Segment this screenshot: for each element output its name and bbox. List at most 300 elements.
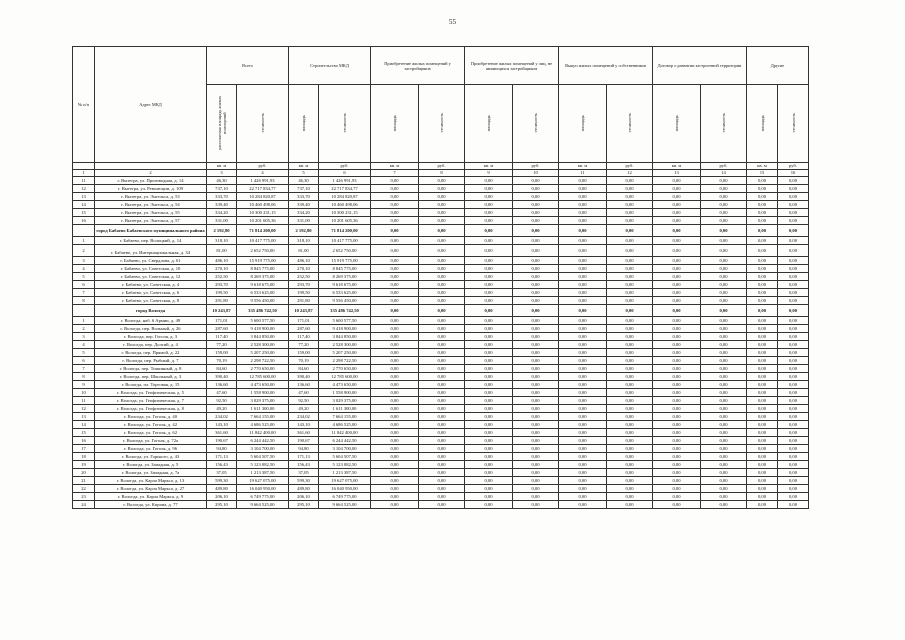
group-header-row <box>73 47 809 85</box>
cost-cell: 0,00 <box>607 461 653 469</box>
row-number-cell: 24 <box>73 501 95 509</box>
table-row <box>73 325 809 333</box>
area-cell: 0,00 <box>653 469 701 477</box>
area-cell: 117,40 <box>289 333 319 341</box>
row-number-cell: 5 <box>73 273 95 281</box>
area-cell: 0,00 <box>747 237 778 245</box>
area-cell: 92,50 <box>289 397 319 405</box>
table-row <box>73 217 809 225</box>
cost-cell: 9 664 525,00 <box>319 501 371 509</box>
cost-cell: 0,00 <box>419 237 465 245</box>
area-cell: 0,00 <box>559 453 607 461</box>
cost-cell: 0,00 <box>419 469 465 477</box>
row-number-header: № п/п <box>73 47 95 163</box>
cost-cell: 0,00 <box>513 477 559 485</box>
table-row <box>73 389 809 397</box>
area-cell: 0,00 <box>371 373 419 381</box>
cost-cell: 0,00 <box>513 365 559 373</box>
cost-cell: 0,00 <box>701 437 747 445</box>
area-cell: 81,00 <box>289 245 319 257</box>
area-cell: 94,80 <box>289 445 319 453</box>
cost-cell: 71 814 200,00 <box>319 225 371 237</box>
column-number-cell: 8 <box>419 170 465 177</box>
area-cell: 190,67 <box>207 437 237 445</box>
cost-cell: 0,00 <box>419 209 465 217</box>
cost-cell: 0,00 <box>607 297 653 305</box>
area-cell: 0,00 <box>653 217 701 225</box>
cost-cell: 7 664 155,00 <box>237 413 289 421</box>
area-cell: 0,00 <box>559 273 607 281</box>
area-cell: 0,00 <box>653 325 701 333</box>
table-body <box>73 177 809 509</box>
area-cell: 486,10 <box>289 257 319 265</box>
cost-cell: 0,00 <box>419 389 465 397</box>
row-number-cell: 8 <box>73 297 95 305</box>
units-cell <box>73 163 95 170</box>
group-header-construction: Строительство МКД <box>289 47 371 85</box>
area-cell: 0,00 <box>465 297 513 305</box>
area-cell: 0,00 <box>559 333 607 341</box>
area-cell: 0,00 <box>559 365 607 373</box>
area-cell: 0,00 <box>371 397 419 405</box>
area-cell: 0,00 <box>371 185 419 193</box>
cost-cell: 0,00 <box>513 193 559 201</box>
cost-cell: 5 123 082,50 <box>319 461 371 469</box>
cost-cell: 0,00 <box>778 217 809 225</box>
address-cell: г. Вытегра, ул. Энгельса, д. 57 <box>95 217 207 225</box>
municipality-name-cell: город Бабаево Бабаевского муниципального района <box>95 225 207 237</box>
cost-cell: 0,00 <box>419 381 465 389</box>
cost-cell: 0,00 <box>419 445 465 453</box>
area-cell: 0,00 <box>465 365 513 373</box>
area-cell: 0,00 <box>371 333 419 341</box>
area-cell: 0,00 <box>371 273 419 281</box>
area-cell: 0,00 <box>465 357 513 365</box>
cost-cell: 0,00 <box>701 453 747 461</box>
area-cell: 0,00 <box>559 485 607 493</box>
cost-cell: 0,00 <box>778 273 809 281</box>
cost-cell: 1 213 387,50 <box>319 469 371 477</box>
row-number-cell: 2 <box>73 245 95 257</box>
area-cell: 0,00 <box>371 469 419 477</box>
cost-cell: 0,00 <box>778 237 809 245</box>
cost-cell: 0,00 <box>778 485 809 493</box>
cost-cell: 0,00 <box>419 317 465 325</box>
area-cell: 0,00 <box>559 177 607 185</box>
cost-cell: 0,00 <box>701 245 747 257</box>
area-cell: 37,05 <box>207 469 237 477</box>
cost-cell: 0,00 <box>607 373 653 381</box>
cost-cell: 335 486 742,50 <box>237 305 289 317</box>
cost-cell: 3 844 850,00 <box>319 333 371 341</box>
cost-cell: 0,00 <box>701 445 747 453</box>
table-row <box>73 477 809 485</box>
area-cell: 0,00 <box>653 237 701 245</box>
area-cell: 0,00 <box>465 305 513 317</box>
units-cell: кв. м <box>465 163 513 170</box>
cost-cell: 0,00 <box>607 257 653 265</box>
cost-cell: 4 473 650,00 <box>237 381 289 389</box>
address-cell: г. Бабаево, ул. Советская, д. 8 <box>95 297 207 305</box>
area-cell: 0,00 <box>559 501 607 509</box>
cost-cell: 0,00 <box>778 333 809 341</box>
cost-cell: 3 029 375,00 <box>237 397 289 405</box>
area-cell: 0,00 <box>653 317 701 325</box>
table-row <box>73 501 809 509</box>
cost-cell: 0,00 <box>419 273 465 281</box>
cost-cell: 8 845 775,00 <box>319 265 371 273</box>
area-cell: 171,01 <box>207 317 237 325</box>
row-number-cell: 12 <box>73 185 95 193</box>
cost-cell: 0,00 <box>778 429 809 437</box>
area-cell: 171,13 <box>289 453 319 461</box>
area-cell: 0,00 <box>371 177 419 185</box>
area-cell: 0,00 <box>747 297 778 305</box>
area-cell: 92,50 <box>207 397 237 405</box>
area-cell: 0,00 <box>371 429 419 437</box>
table-row <box>73 493 809 501</box>
address-cell: г. Вологда, наб. 6 Армии, д. 49 <box>95 317 207 325</box>
units-cell: кв. м <box>559 163 607 170</box>
cost-cell: 0,00 <box>607 477 653 485</box>
area-cell: 0,00 <box>465 461 513 469</box>
table-row <box>73 453 809 461</box>
area-cell: 0,00 <box>559 493 607 501</box>
cost-cell: 2 770 650,00 <box>237 365 289 373</box>
area-cell: 0,00 <box>371 225 419 237</box>
column-number-cell: 16 <box>778 170 809 177</box>
cost-cell: 0,00 <box>607 193 653 201</box>
cost-cell: 0,00 <box>701 349 747 357</box>
cost-cell: 0,00 <box>513 305 559 317</box>
cost-cell: 0,00 <box>513 405 559 413</box>
address-cell: г. Бабаево, ул. Интернациональная, д. 34 <box>95 245 207 257</box>
row-number-cell: 17 <box>73 445 95 453</box>
cost-cell: 0,00 <box>513 341 559 349</box>
area-cell: 0,00 <box>653 413 701 421</box>
area-cell: 334,20 <box>289 209 319 217</box>
cost-cell: 0,00 <box>513 501 559 509</box>
table-row <box>73 373 809 381</box>
cost-cell: 0,00 <box>513 325 559 333</box>
cost-cell: 6 749 775,00 <box>319 493 371 501</box>
area-cell: 0,00 <box>371 209 419 217</box>
row-number-cell: 7 <box>73 365 95 373</box>
cost-cell: 0,00 <box>607 325 653 333</box>
area-cell: 0,00 <box>653 281 701 289</box>
area-cell: 0,00 <box>653 177 701 185</box>
cost-cell: 9 618 675,00 <box>237 281 289 289</box>
cost-cell: 9 418 900,00 <box>319 325 371 333</box>
cost-cell: 0,00 <box>778 357 809 365</box>
cost-cell: 0,00 <box>607 185 653 193</box>
area-cell: 46,30 <box>289 177 319 185</box>
area-cell: 0,00 <box>371 305 419 317</box>
municipality-total-row <box>73 305 809 317</box>
area-cell: 0,00 <box>747 477 778 485</box>
cost-cell: 10 201 605,36 <box>319 217 371 225</box>
cost-cell: 19 627 075,00 <box>319 477 371 485</box>
area-cell: 291,80 <box>207 297 237 305</box>
cost-cell: 2 770 650,00 <box>319 365 371 373</box>
area-cell: 0,00 <box>465 257 513 265</box>
cost-cell: 0,00 <box>701 365 747 373</box>
cost-cell: 0,00 <box>513 373 559 381</box>
cost-cell: 8 269 375,00 <box>237 273 289 281</box>
cost-cell: 0,00 <box>513 485 559 493</box>
cost-cell: 0,00 <box>607 225 653 237</box>
cost-cell: 0,00 <box>701 305 747 317</box>
cost-cell: 0,00 <box>701 265 747 273</box>
area-cell: 0,00 <box>559 225 607 237</box>
address-cell: г. Вологда, ул. Гоголя, д. 40 <box>95 413 207 421</box>
cost-cell: 0,00 <box>607 265 653 273</box>
cost-cell: 0,00 <box>419 333 465 341</box>
area-cell: 0,00 <box>559 397 607 405</box>
area-cell: 0,00 <box>465 333 513 341</box>
row-number-cell: 15 <box>73 429 95 437</box>
subheader-cost: стоимость <box>237 85 289 163</box>
cost-cell: 0,00 <box>513 209 559 217</box>
row-number-cell: 14 <box>73 201 95 209</box>
address-cell: г. Вологда, пер. Тишинный, д. 8 <box>95 365 207 373</box>
cost-cell: 0,00 <box>513 185 559 193</box>
area-cell: 0,00 <box>465 317 513 325</box>
area-cell: 361,60 <box>207 429 237 437</box>
area-cell: 0,00 <box>747 413 778 421</box>
cost-cell: 0,00 <box>778 185 809 193</box>
subheader-cost: стоимость <box>607 85 653 163</box>
cost-cell: 0,00 <box>419 177 465 185</box>
row-number-cell: 10 <box>73 389 95 397</box>
cost-cell: 0,00 <box>607 209 653 217</box>
resettlement-table <box>72 46 809 509</box>
cost-cell: 0,00 <box>778 413 809 421</box>
area-cell: 0,00 <box>653 477 701 485</box>
cost-cell: 2 298 722,50 <box>237 357 289 365</box>
cost-cell: 0,00 <box>513 225 559 237</box>
cost-cell: 22 717 834,77 <box>319 185 371 193</box>
area-cell: 0,00 <box>747 305 778 317</box>
cost-cell: 0,00 <box>513 317 559 325</box>
cost-cell: 0,00 <box>607 381 653 389</box>
units-cell: кв. м <box>289 163 319 170</box>
cost-cell: 0,00 <box>513 357 559 365</box>
area-cell: 0,00 <box>465 485 513 493</box>
area-cell: 0,00 <box>653 245 701 257</box>
cost-cell: 0,00 <box>701 461 747 469</box>
table-row <box>73 265 809 273</box>
cost-cell: 0,00 <box>778 437 809 445</box>
area-cell: 0,00 <box>653 201 701 209</box>
area-cell: 0,00 <box>747 245 778 257</box>
table-row <box>73 273 809 281</box>
area-cell: 136,60 <box>289 381 319 389</box>
units-cell: кв. м <box>653 163 701 170</box>
address-cell: г. Вытегра, ул. Энгельса, д. 53 <box>95 193 207 201</box>
cost-cell: 0,00 <box>778 461 809 469</box>
column-number-cell: 7 <box>371 170 419 177</box>
area-cell: 0,00 <box>747 365 778 373</box>
cost-cell: 0,00 <box>513 297 559 305</box>
area-cell: 0,00 <box>653 461 701 469</box>
units-cell: руб. <box>513 163 559 170</box>
cost-cell: 0,00 <box>513 397 559 405</box>
area-cell: 0,00 <box>653 397 701 405</box>
cost-cell: 0,00 <box>607 281 653 289</box>
cost-cell: 3 029 375,00 <box>319 397 371 405</box>
cost-cell: 1 611 300,00 <box>237 405 289 413</box>
cost-cell: 0,00 <box>513 177 559 185</box>
group-header-other: Другие <box>747 47 809 85</box>
area-cell: 0,00 <box>371 493 419 501</box>
subheader-total-area: расселяемая площадь жилых помещений <box>207 85 237 163</box>
cost-cell: 0,00 <box>701 357 747 365</box>
cost-cell: 19 627 075,00 <box>237 477 289 485</box>
table-row <box>73 445 809 453</box>
area-cell: 0,00 <box>747 485 778 493</box>
cost-cell: 0,00 <box>701 209 747 217</box>
group-header-purchase-developers: Приобретение жилых помещений у застройщиков <box>371 47 465 85</box>
area-cell: 0,00 <box>747 349 778 357</box>
area-cell: 0,00 <box>465 373 513 381</box>
area-cell: 287,60 <box>207 325 237 333</box>
column-number-cell: 13 <box>653 170 701 177</box>
cost-cell: 0,00 <box>607 389 653 397</box>
cost-cell: 0,00 <box>778 445 809 453</box>
subheader-area: площадь <box>371 85 419 163</box>
area-cell: 0,00 <box>653 357 701 365</box>
cost-cell: 0,00 <box>778 225 809 237</box>
table-row <box>73 317 809 325</box>
cost-cell: 0,00 <box>701 185 747 193</box>
cost-cell: 0,00 <box>513 445 559 453</box>
cost-cell: 0,00 <box>419 485 465 493</box>
cost-cell: 0,00 <box>778 305 809 317</box>
area-cell: 70,19 <box>289 357 319 365</box>
cost-cell: 0,00 <box>778 389 809 397</box>
row-number-cell: 4 <box>73 265 95 273</box>
cost-cell: 0,00 <box>513 257 559 265</box>
cost-cell: 0,00 <box>513 237 559 245</box>
cost-cell: 0,00 <box>607 413 653 421</box>
cost-cell: 0,00 <box>607 501 653 509</box>
area-cell: 0,00 <box>653 225 701 237</box>
area-cell: 0,00 <box>653 405 701 413</box>
area-cell: 0,00 <box>747 501 778 509</box>
cost-cell: 0,00 <box>419 265 465 273</box>
area-cell: 270,10 <box>207 265 237 273</box>
units-cell: руб. <box>237 163 289 170</box>
cost-cell: 10 300 231,15 <box>319 209 371 217</box>
cost-cell: 0,00 <box>607 429 653 437</box>
cost-cell: 0,00 <box>778 317 809 325</box>
units-cell: руб. <box>319 163 371 170</box>
cost-cell: 0,00 <box>513 437 559 445</box>
area-cell: 0,00 <box>747 201 778 209</box>
row-number-cell: 22 <box>73 485 95 493</box>
cost-cell: 0,00 <box>701 325 747 333</box>
area-cell: 0,00 <box>653 209 701 217</box>
area-cell: 47,60 <box>289 389 319 397</box>
area-cell: 0,00 <box>653 305 701 317</box>
cost-cell: 10 460 498,06 <box>319 201 371 209</box>
area-cell: 0,00 <box>465 201 513 209</box>
area-cell: 0,00 <box>653 257 701 265</box>
cost-cell: 0,00 <box>701 257 747 265</box>
address-cell: г. Вологда, пл. Торговая, д. 15 <box>95 381 207 389</box>
cost-cell: 0,00 <box>701 289 747 297</box>
address-cell: г. Вологда, пер. Вольный, д. 26 <box>95 325 207 333</box>
cost-cell: 0,00 <box>701 485 747 493</box>
cost-cell: 0,00 <box>419 349 465 357</box>
area-cell: 234,02 <box>289 413 319 421</box>
address-cell: г. Бабаево, ул. Свердлова, д. 61 <box>95 257 207 265</box>
address-cell: г. Вологда, пер. Прямой, д. 22 <box>95 349 207 357</box>
row-number-cell: 19 <box>73 461 95 469</box>
area-cell: 0,00 <box>465 413 513 421</box>
row-number-cell: 4 <box>73 341 95 349</box>
address-cell: г. Вологда, ул. Карла Маркса, д. 13 <box>95 477 207 485</box>
row-number-cell <box>73 305 95 317</box>
area-cell: 361,60 <box>289 429 319 437</box>
area-cell: 0,00 <box>559 193 607 201</box>
area-cell: 599,30 <box>207 477 237 485</box>
area-cell: 0,00 <box>653 341 701 349</box>
area-cell: 159,00 <box>289 349 319 357</box>
cost-cell: 0,00 <box>701 413 747 421</box>
area-cell: 0,00 <box>371 461 419 469</box>
cost-cell: 3 844 850,00 <box>237 333 289 341</box>
units-cell: руб. <box>701 163 747 170</box>
cost-cell: 0,00 <box>701 381 747 389</box>
cost-cell: 0,00 <box>419 217 465 225</box>
area-cell: 0,00 <box>371 357 419 365</box>
area-cell: 0,00 <box>465 289 513 297</box>
address-cell: г. Вологда, ул. Гоголя, д. 72а <box>95 437 207 445</box>
area-cell: 171,13 <box>207 453 237 461</box>
column-numbers-row <box>73 170 809 177</box>
area-cell: 0,00 <box>559 245 607 257</box>
area-cell: 0,00 <box>653 429 701 437</box>
area-cell: 0,00 <box>653 265 701 273</box>
area-cell: 0,00 <box>653 365 701 373</box>
area-cell: 0,00 <box>371 501 419 509</box>
address-cell: г. Вологда, пер. Гоголя, д. 3 <box>95 333 207 341</box>
cost-cell: 0,00 <box>419 305 465 317</box>
column-number-cell: 11 <box>559 170 607 177</box>
area-cell: 0,00 <box>465 437 513 445</box>
address-cell: г. Вологда, ул. Гоголя, д. 96 <box>95 445 207 453</box>
cost-cell: 2 652 750,00 <box>237 245 289 257</box>
row-number-cell: 6 <box>73 357 95 365</box>
address-cell: г. Бабаево, пер. Волоцкий, д. 14 <box>95 237 207 245</box>
area-cell: 0,00 <box>371 349 419 357</box>
area-cell: 0,00 <box>371 381 419 389</box>
area-cell: 0,00 <box>653 445 701 453</box>
cost-cell: 0,00 <box>778 209 809 217</box>
units-cell <box>95 163 207 170</box>
cost-cell: 0,00 <box>419 477 465 485</box>
area-cell: 0,00 <box>559 325 607 333</box>
row-number-cell: 15 <box>73 209 95 217</box>
table-row <box>73 421 809 429</box>
area-cell: 77,20 <box>207 341 237 349</box>
cost-cell: 9 618 675,00 <box>319 281 371 289</box>
cost-cell: 0,00 <box>778 281 809 289</box>
cost-cell: 5 207 250,00 <box>319 349 371 357</box>
row-number-cell: 1 <box>73 317 95 325</box>
